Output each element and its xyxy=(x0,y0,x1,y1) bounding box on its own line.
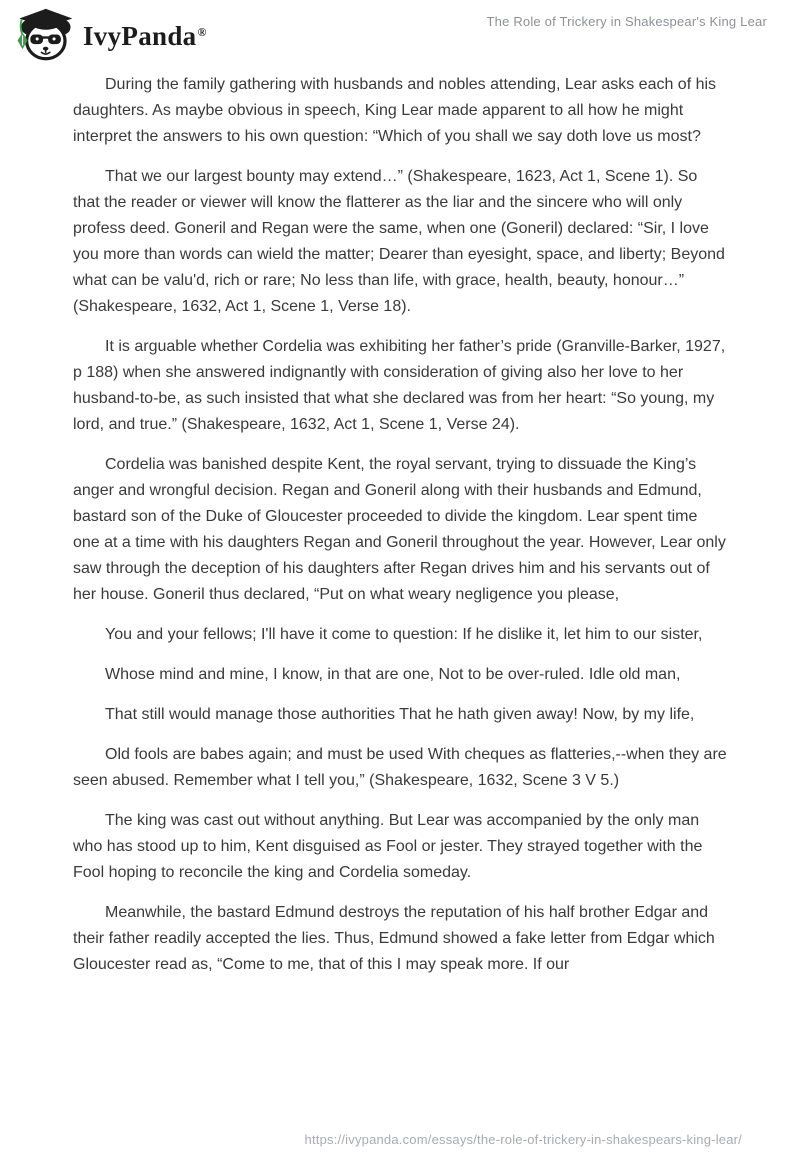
essay-paragraph: Whose mind and mine, I know, in that are one, Not to be over-ruled. Idle old man, xyxy=(105,666,681,683)
brand-name: IvyPanda® xyxy=(83,21,207,51)
essay-paragraph: During the family gathering with husbands and nobles attending, Lear asks each of his daughters. As maybe obvious in speech, King Lear made apparent to all how he might interpret the answers to his own question: “Which of you shall we say doth love us most? xyxy=(73,76,717,145)
registered-mark: ® xyxy=(197,25,207,39)
essay-paragraph: The king was cast out without anything. But Lear was accompanied by the only man who has stood up to him, Kent disguised as Fool or jester. They strayed together with the Fool hoping to reconcile the king and Cordelia someday. xyxy=(73,812,703,881)
ivypanda-logo xyxy=(14,8,207,61)
essay-paragraph: Cordelia was banished despite Kent, the royal servant, trying to dissuade the King’s anger and wrongful decision. Regan and Goneril along with their husbands and Edmund, bastard son of the Duke of Gloucester proceeded to divide the kingdom. Lear spent time one at a time with his daughters Regan and Goneril throughout the year. However, Lear only saw through the deception of his daughters after Regan drives him and his servants out of her house. Goneril thus declared, “Put on what weary negligence you please, xyxy=(73,456,726,603)
essay-paragraph: That still would manage those authorities That he hath given away! Now, by my life, xyxy=(105,706,695,723)
page-header xyxy=(0,0,800,62)
document-title: The Role of Trickery in Shakespear's King Lear xyxy=(486,14,767,29)
essay-paragraph: That we our largest bounty may extend…” (Shakespeare, 1623, Act 1, Scene 1). So that the reader or viewer will know the flatterer as the liar and the sincere who will only profess deed. Goneril and Regan were the same, when one (Goneril) declared: “Sir, I love you more than words can wield the matter; Dearer than eyesight, space, and liberty; Beyond what can be valu'd, rich or rare; No less than life, with grace, health, beauty, honour…” (Shakespeare, 1632, Act 1, Scene 1, Verse 18). xyxy=(73,168,725,315)
essay-content xyxy=(73,72,727,978)
essay-paragraph: You and your fellows; I'll have it come to question: If he dislike it, let him to our sister, xyxy=(105,626,703,643)
essay-paragraph: Meanwhile, the bastard Edmund destroys the reputation of his half brother Edgar and their father readily accepted the lies. Thus, Edmund showed a fake letter from Edgar which Gloucester read as, “Come to me, that of this I may speak more. If our xyxy=(73,904,715,973)
page-footer xyxy=(305,1132,742,1147)
graduate-panda-icon xyxy=(14,8,74,61)
source-url: https://ivypanda.com/essays/the-role-of-trickery-in-shakespears-king-lear/ xyxy=(304,1132,742,1147)
essay-paragraph: It is arguable whether Cordelia was exhibiting her father’s pride (Granville-Barker, 1927, p 188) when she answered indignantly with consideration of giving also her love to her husband-to-be, as such insisted that what she declared was from her heart: “So young, my lord, and true.” (Shakespeare, 1632, Act 1, Scene 1, Verse 24). xyxy=(73,338,726,433)
essay-paragraph: Old fools are babes again; and must be used With cheques as flatteries,--when they are seen abused. Remember what I tell you,” (Shakespeare, 1632, Scene 3 V 5.) xyxy=(73,746,727,789)
